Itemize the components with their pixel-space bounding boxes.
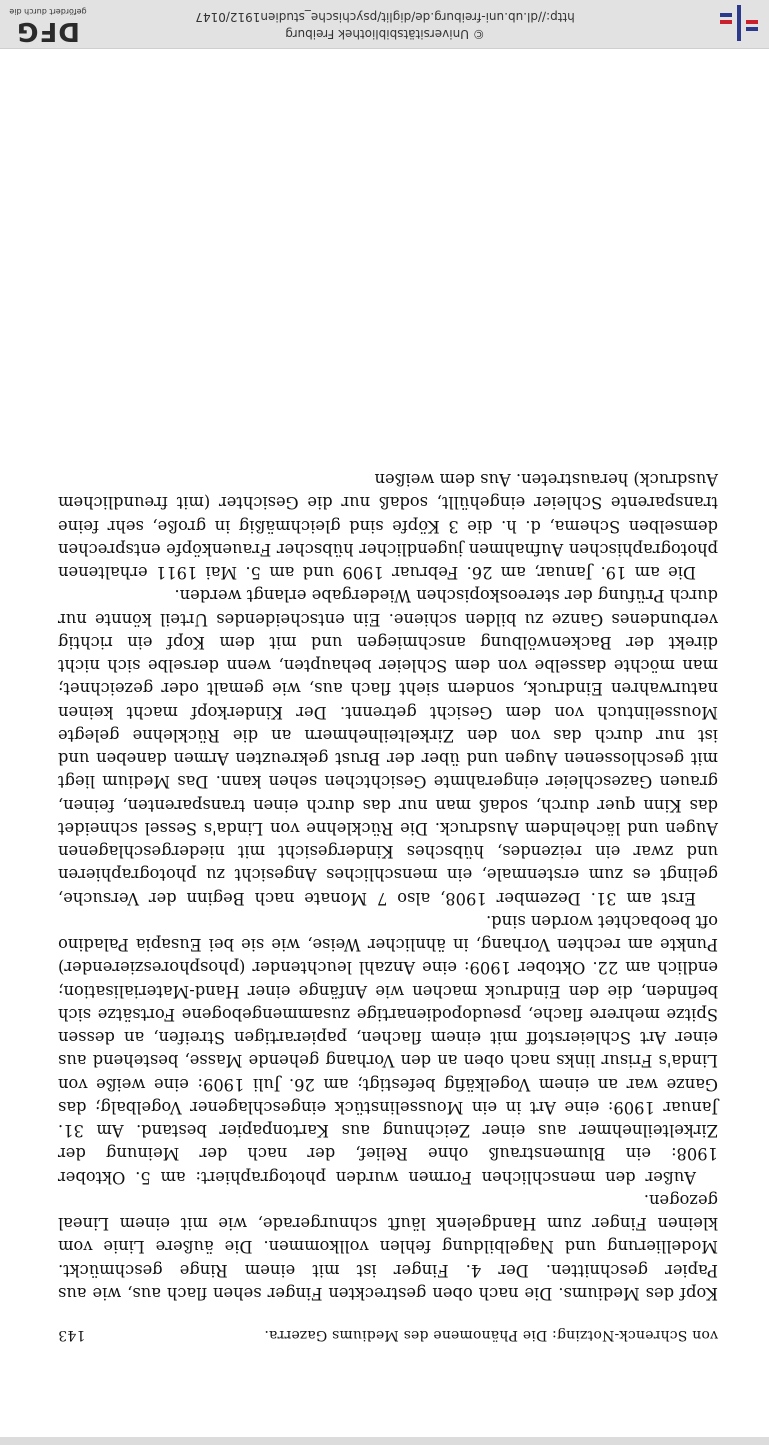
paragraph: Kopf des Mediums. Die nach oben gestreckten Finger sehen flach aus, wie aus Papier geschnitten. Der 4. Finger ist mit einem Ringe geschmückt. Modellierung und Nagelbildung fehlen vollkommen. Die äußere Linie vom kleinen Finger zum Handgelenk läuft schnurgerade, wie mit einem Lineal gezogen. <box>58 1191 718 1303</box>
header-info <box>150 0 620 48</box>
dfg-logo-text: DFG <box>16 16 80 46</box>
library-copyright: © Universitätsbibliothek Freiburg <box>285 27 485 41</box>
paragraph: Erst am 31. Dezember 1908, also 7 Monate nach Beginn der Versuche, gelingt es zum erstenmale, ein menschliches Angesicht zu photographieren und zwar ein reizendes, hübsches Kindergesicht mit niedergeschlagenen Augen und lächelndem Ausdruck. Die Rücklehne von Linda's Sessel schneidet das Kinn quer durch, sodaß man nur das durch einen transparenten, feinen, grauen Gazeschleier eingerahmte Gesichtchen sehen kann. Das Medium liegt mit geschlossenen Augen und über der Brust gekreuzten Armen daneben und ist nur durch das von den Zirkelteilnehmern an die Rücklehne gelegte Mousselintuch von dem Gesicht getrennt. Der Kinderkopf macht keinen naturwahren Eindruck, sondern sieht flach aus, wie gemalt oder gezeichnet; man möchte dasselbe von dem Schleier behaupten, wenn derselbe sich nicht direkt der Backenwölbung anschmiegen und mit dem Kopf ein richtig verbundenes Ganze zu bilden schiene. Ein entscheidendes Urteil könnte nur durch Prüfung der stereoskopischen Wiedergabe erlangt werden. <box>58 586 718 908</box>
dfg-logo[interactable] <box>6 2 90 46</box>
dfg-caption: gefördert durch die <box>9 7 87 16</box>
running-head-title: von Schrenck-Notzing: Die Phänomene des Mediums Gazerra. <box>264 1327 718 1343</box>
document-url[interactable]: http://dl.ub.uni-freiburg.de/diglit/psychische_studien1912/0147 <box>195 10 575 24</box>
scanned-page-text <box>58 205 718 1345</box>
viewer-header <box>0 0 769 49</box>
viewer-footer-bar <box>0 1437 769 1445</box>
university-library-logo-icon[interactable] <box>718 3 760 43</box>
paragraph: Die am 19. Januar, am 26. Februar 1909 und am 5. Mai 1911 erhaltenen photographischen Aufnahmen jugendlicher hübscher Frauenköpfe entsprechen demselben Schema, d. h. die 3 Köpfe sind gleichmäßig in große, sehr feine transparente Schleier eingehüllt, sodaß nur die Gesichter (mit freundlichem Ausdruck) heraustreten. Aus dem weißen <box>58 470 718 583</box>
paragraph: Außer den menschlichen Formen wurden photographiert: am 5. Oktober 1908: ein Blumenstrauß ohne Relief, der nach der Meinung der Zirkelteilnehmer aus einer Zeichnung aus Kartonpapier bestand. Am 31. Januar 1909: eine Art in ein Mousselinstück eingeschlagener Vogelbalg; das Ganze war an einem Vogelkäfig befestigt; am 26. Juli 1909: eine weiße von Linda's Frisur links nach oben an den Vorhang gehende Masse, bestehend aus einer Art Schleierstoff mit einem flachen, papierartigen Streifen, an dessen Spitze mehrere flache, pseudopodienartige zusammengebogene Fortsätze sich befinden, die den Eindruck machen wie Anfänge einer Hand-Materialisation; endlich am 22. Oktober 1909: eine Anzahl leuchtender (phosphoreszierender) Punkte am rechten Vorhang, in ähnlicher Weise, wie sie bei Eusapia Paladino oft beobachtet worden sind. <box>58 912 718 1187</box>
running-head <box>58 1325 718 1345</box>
page-number: 143 <box>58 1327 86 1343</box>
